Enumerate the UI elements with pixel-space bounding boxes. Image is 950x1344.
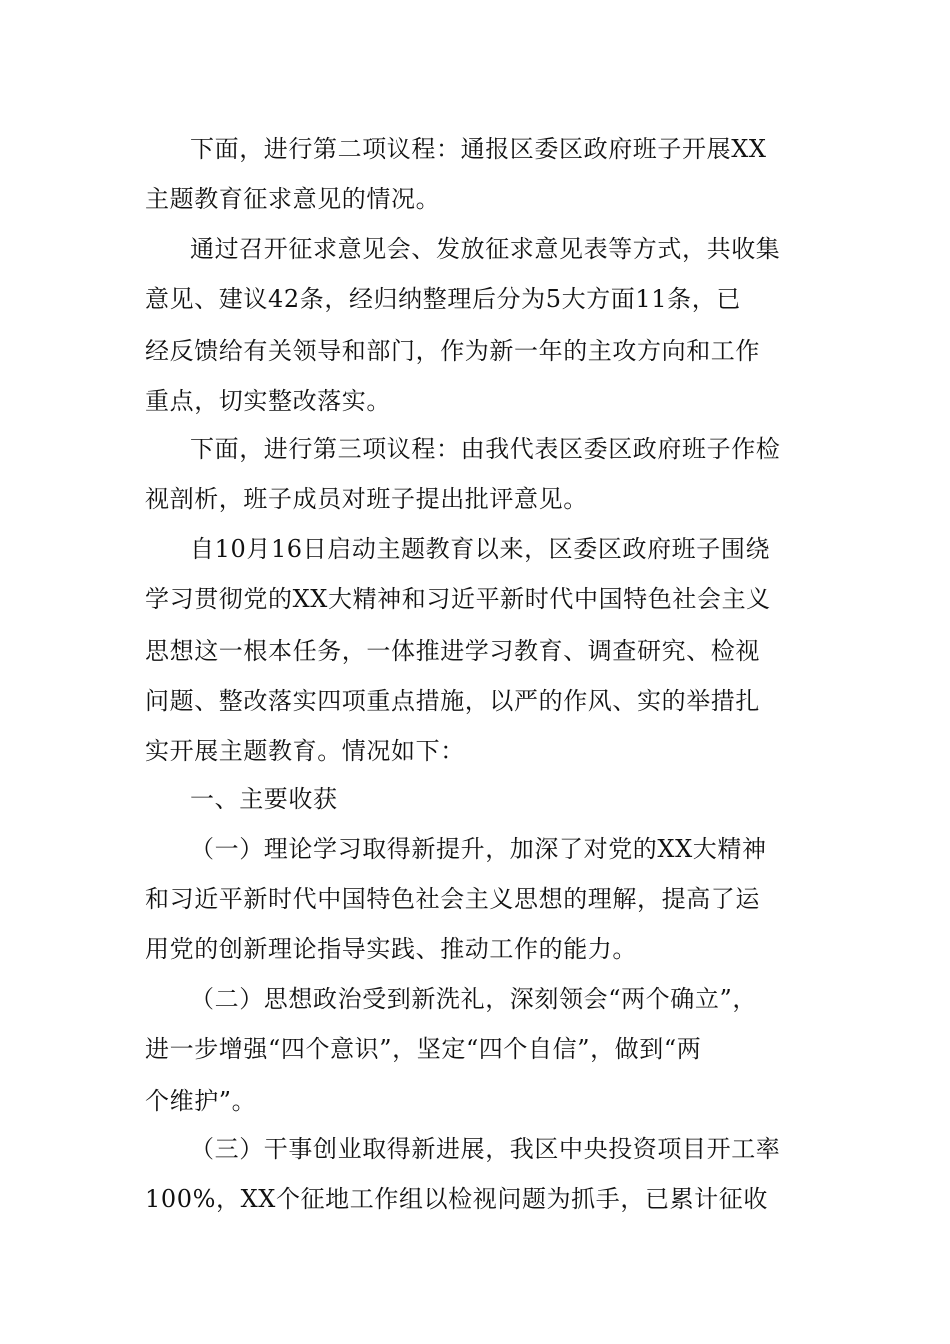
text-line: 进一步增强“四个意识”，坚定“四个自信”，做到“两: [145, 1035, 702, 1063]
text-line: 重点，切实整改落实。: [145, 387, 391, 415]
text-line: 用党的创新理论指导实践、推动工作的能力。: [145, 935, 637, 963]
text-line: （二）思想政治受到新洗礼，深刻领会“两个确立”，: [190, 985, 757, 1013]
text-line: 视剖析，班子成员对班子提出批评意见。: [145, 485, 588, 513]
text-line: 自10月16日启动主题教育以来，区委区政府班子围绕: [190, 535, 771, 563]
section-heading: 一、主要收获: [190, 785, 338, 813]
text-line: 和习近平新时代中国特色社会主义思想的理解，提高了运: [145, 885, 760, 913]
text-line: 下面，进行第三项议程：由我代表区委区政府班子作检: [190, 435, 781, 463]
text-line: （三）干事创业取得新进展，我区中央投资项目开工率: [190, 1135, 781, 1163]
text-line: 通过召开征求意见会、发放征求意见表等方式，共收集: [190, 235, 781, 263]
text-line: 下面，进行第二项议程：通报区委区政府班子开展XX: [190, 135, 767, 163]
text-line: 学习贯彻党的XX大精神和习近平新时代中国特色社会主义: [145, 585, 771, 613]
text-line: 主题教育征求意见的情况。: [145, 185, 441, 213]
text-line: 实开展主题教育。情况如下：: [145, 737, 465, 765]
text-line: 100%，XX个征地工作组以检视问题为抓手，已累计征收: [145, 1185, 768, 1213]
text-line: 经反馈给有关领导和部门，作为新一年的主攻方向和工作: [145, 337, 760, 365]
text-line: 问题、整改落实四项重点措施，以严的作风、实的举措扎: [145, 687, 760, 715]
text-line: 个维护”。: [145, 1087, 257, 1115]
text-line: 意见、建议42条，经归纳整理后分为5大方面11条，已: [145, 285, 741, 313]
text-line: 思想这一根本任务，一体推进学习教育、调查研究、检视: [145, 637, 760, 665]
text-line: （一）理论学习取得新提升，加深了对党的XX大精神: [190, 835, 767, 863]
